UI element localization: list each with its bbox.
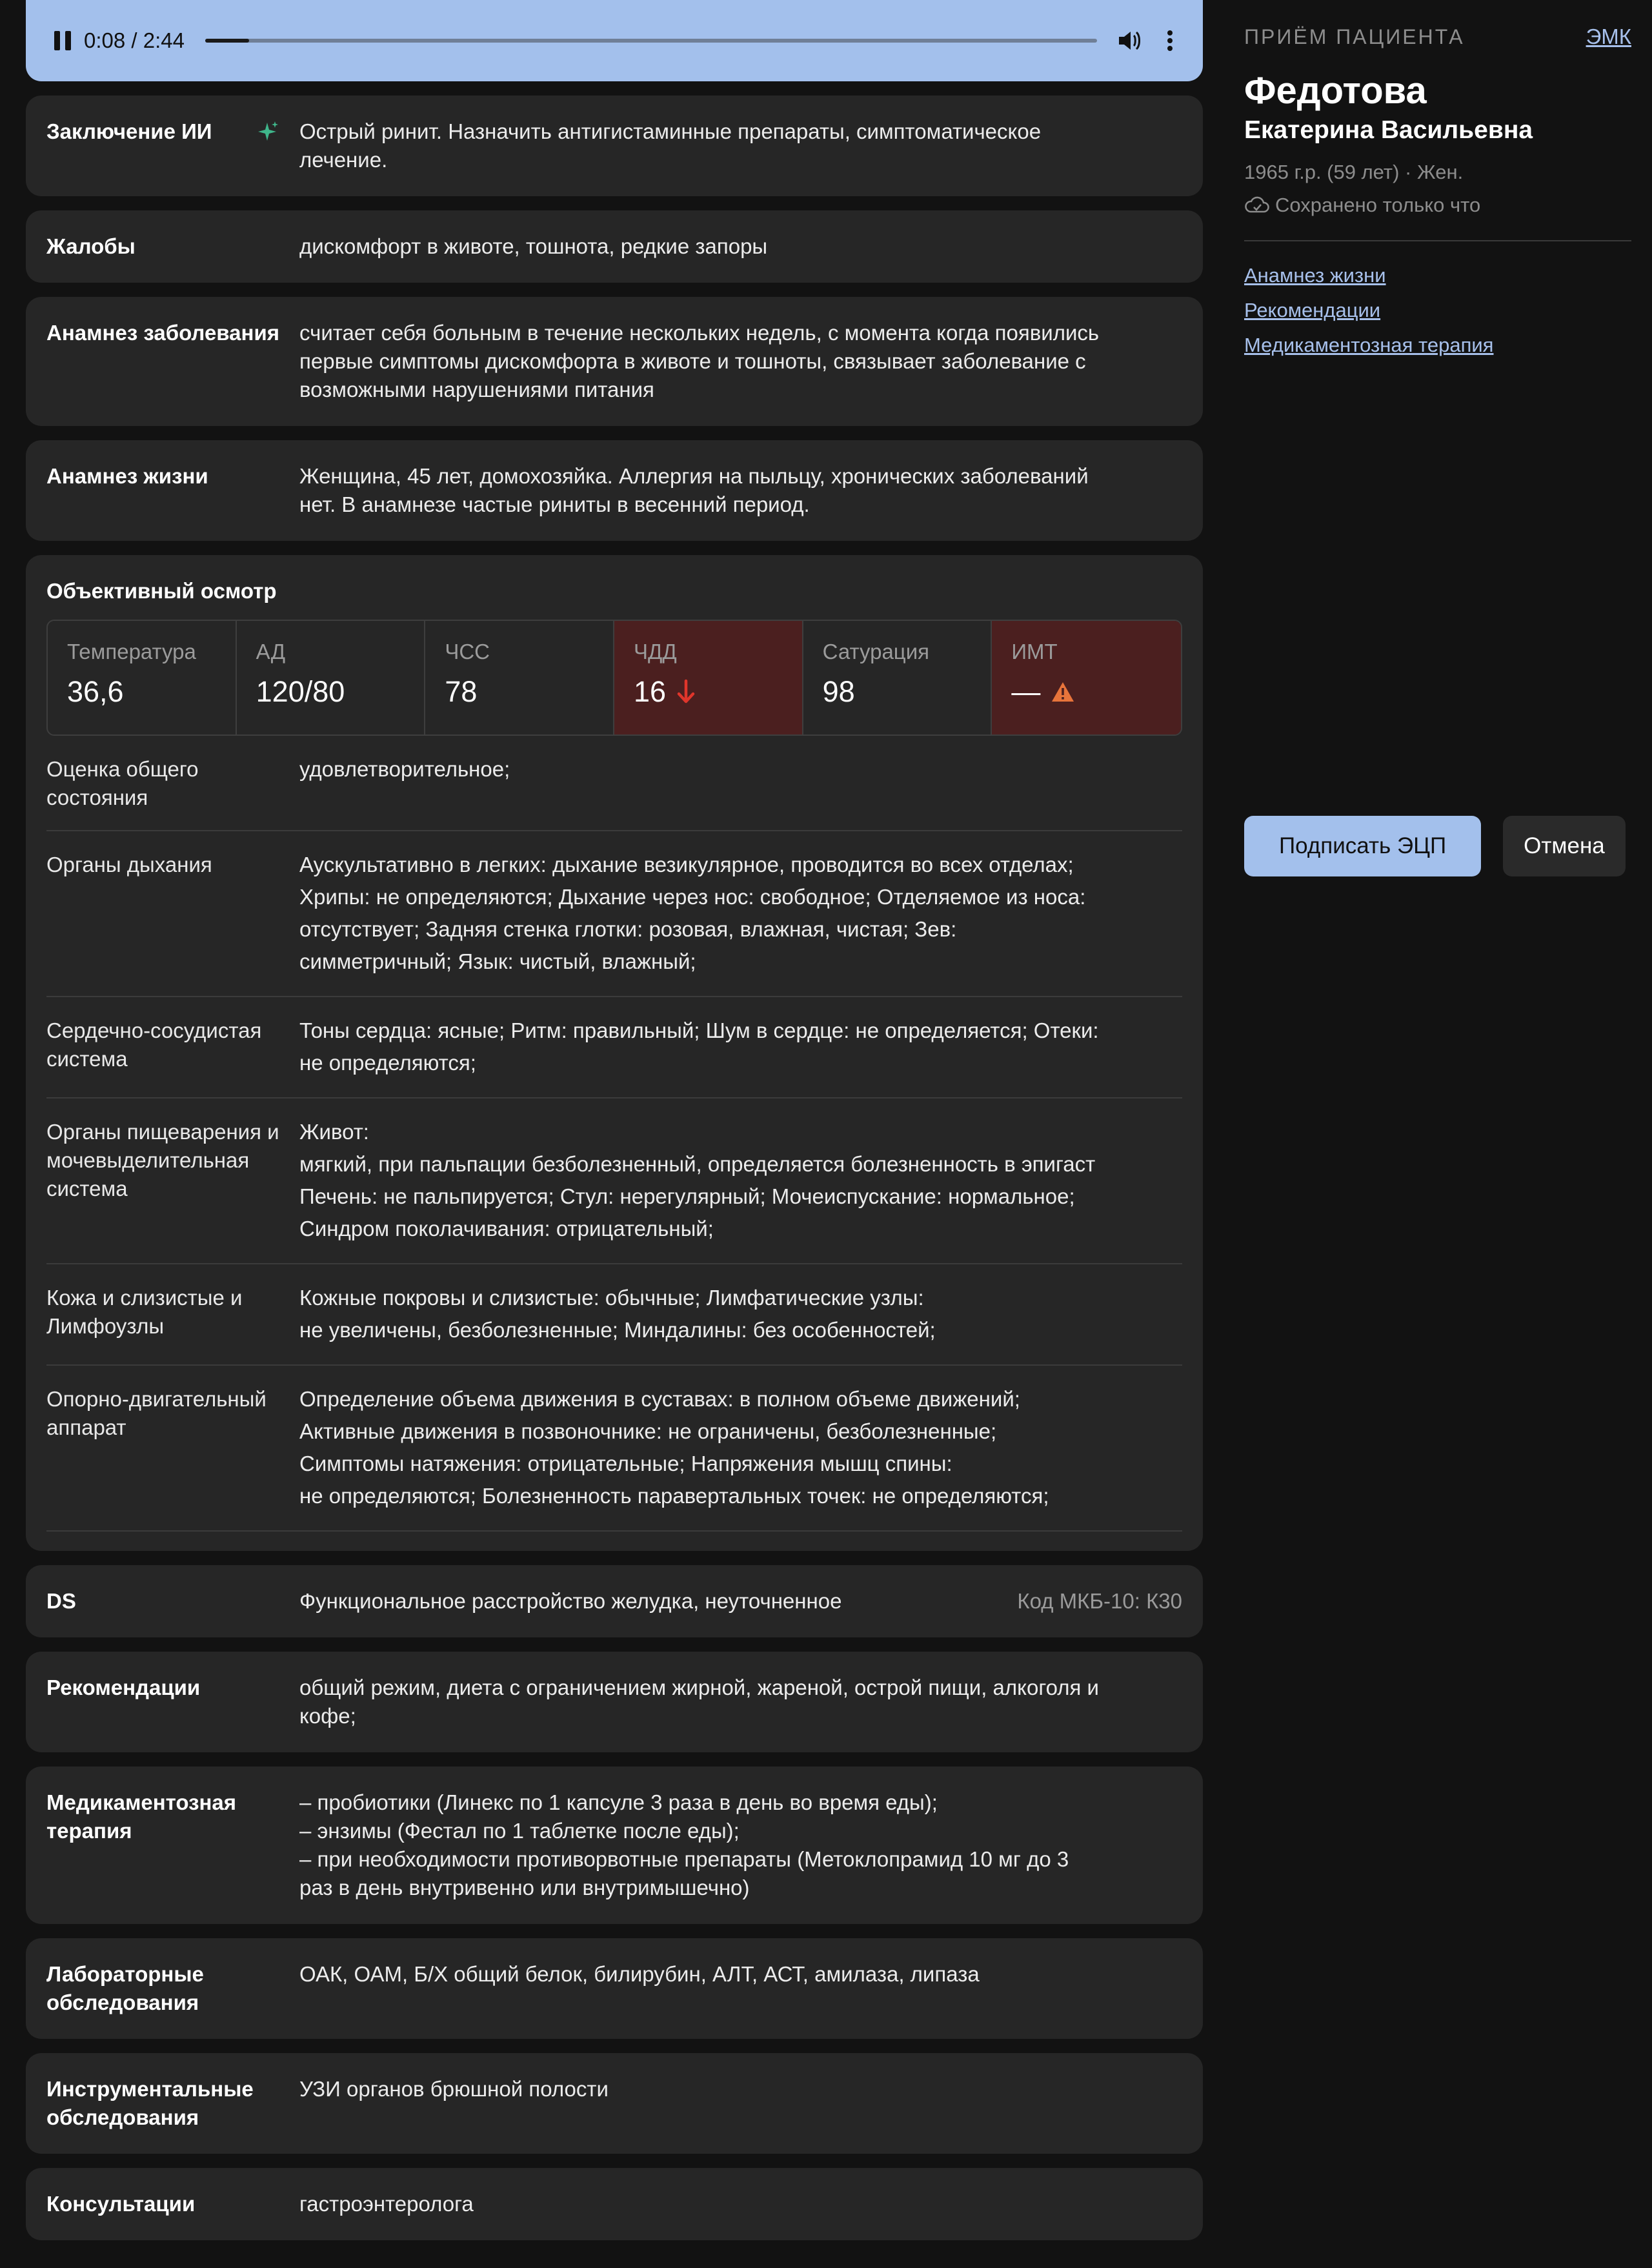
life-history-text[interactable]: Женщина, 45 лет, домохозяйка. Аллергия на пыльцу, хронических заболеваний нет. В анамнезе частые риниты в весенний период. <box>299 464 1089 516</box>
emk-link[interactable]: ЭМК <box>1586 25 1631 48</box>
vital-blood-pressure[interactable]: АД 120/80 <box>237 621 426 734</box>
warning-triangle-icon <box>1051 681 1075 703</box>
patient-given-names: Екатерина Васильевна <box>1244 116 1533 144</box>
diagnosis-card <box>26 1565 1203 1637</box>
recommendations-text[interactable]: общий режим, диета с ограничением жирной, жареной, острой пищи, алкоголя и кофе; <box>299 1676 1099 1728</box>
complaints-text[interactable]: дискомфорт в животе, тошнота, редкие запоры <box>299 234 768 258</box>
pause-icon[interactable] <box>54 31 71 50</box>
consultations-text[interactable]: гастроэнтеролога <box>299 2192 474 2216</box>
instrumental-tests-label: Инструментальные обследования <box>46 2077 254 2129</box>
exam-row-skin-lymph: Кожа и слизистые и Лимфоузлы Кожные покровы и слизистые: обычные; Лимфатические узлы: не увеличены, безболезненные; Миндалины: без особенностей; <box>46 1264 1182 1366</box>
arrow-down-icon <box>676 679 696 705</box>
objective-exam-title: Объективный осмотр <box>46 579 277 603</box>
cloud-icon <box>1244 196 1270 215</box>
disease-history-label: Анамнез заболевания <box>46 321 279 345</box>
ai-conclusion-text[interactable]: Острый ринит. Назначить антигистаминные препараты, симптоматическое лечение. <box>299 119 1042 172</box>
lab-tests-text[interactable]: ОАК, ОАМ, Б/Х общий белок, билирубин, АЛТ, АСТ, амилаза, липаза <box>299 1962 980 1986</box>
exam-row-digestive: Органы пищеварения и мочевыделительная система Живот: мягкий, при пальпации безболезненный, определяется болезненность в эпигаст Печень: не пальпируется; Стул: нерегулярный; Мочеиспускание: нормальное; Синдром поколачивания: отрицательный; <box>46 1099 1182 1264</box>
exam-row-musculoskeletal: Опорно-двигательный аппарат Определение объема движения в суставах: в полном объеме движений; Активные движения в позвоночнике: не ограничены, безболезненные; Симптомы натяжения: отрицательные; Напряжения мышц спины: не определяются; Болезненность паравертальных точек: не определяются; <box>46 1366 1182 1532</box>
recommendations-card <box>26 1652 1203 1752</box>
reception-label: ПРИЁМ ПАЦИЕНТА <box>1244 25 1465 48</box>
section-nav <box>1244 258 1631 363</box>
life-history-card <box>26 440 1203 541</box>
sparkle-icon <box>254 119 280 145</box>
vital-bmi[interactable]: ИМТ — <box>992 621 1181 734</box>
vital-heart-rate[interactable]: ЧСС 78 <box>425 621 614 734</box>
ai-conclusion-label: Заключение ИИ <box>46 119 212 143</box>
patient-surname: Федотова <box>1244 70 1427 112</box>
playback-progress-fill <box>205 39 249 43</box>
save-status-text: Сохранено только что <box>1275 194 1481 216</box>
diagnosis-text[interactable]: Функциональное расстройство желудка, неуточненное <box>299 1589 842 1613</box>
more-vertical-icon[interactable] <box>1160 28 1180 54</box>
ai-conclusion-card <box>26 96 1203 196</box>
exam-row-general-state: Оценка общего состояния удовлетворительное; <box>46 736 1182 831</box>
save-status <box>1244 194 1631 217</box>
instrumental-tests-card <box>26 2053 1203 2154</box>
complaints-label: Жалобы <box>46 234 136 258</box>
playback-time: 0:08 / 2:44 <box>84 28 185 52</box>
consultations-label: Консультации <box>46 2192 196 2216</box>
disease-history-text[interactable]: считает себя больным в течение нескольких недель, с момента когда появились первые симптомы дискомфорта в животе и тошноты, связывает заболевание с возможными нарушениями питания <box>299 321 1100 401</box>
cancel-button[interactable]: Отмена <box>1503 816 1626 876</box>
drug-therapy-card <box>26 1767 1203 1924</box>
action-buttons <box>1244 816 1626 876</box>
vitals-grid <box>46 620 1182 736</box>
complaints-card <box>26 210 1203 283</box>
nav-link-drug-therapy[interactable]: Медикаментозная терапия <box>1244 334 1494 356</box>
lab-tests-card <box>26 1938 1203 2039</box>
vital-respiratory-rate[interactable]: ЧДД 16 <box>614 621 803 734</box>
lab-tests-label: Лабораторные обследования <box>46 1962 204 2014</box>
nav-link-recommendations[interactable]: Рекомендации <box>1244 299 1381 321</box>
drug-therapy-text[interactable]: – пробиотики (Линекс по 1 капсуле 3 раза в день во время еды); – энзимы (Фестал по 1 таблетке после еды); – при необходимости противорвотные препараты (Метоклопрамид 10 мг до 3 раз в день внутривенно или внутримышечно) <box>299 1790 1069 1899</box>
sidebar-divider <box>1244 240 1631 241</box>
vital-temperature[interactable]: Температура 36,6 <box>48 621 237 734</box>
patient-meta: 1965 г.р. (59 лет) · Жен. <box>1244 161 1464 183</box>
playback-progress[interactable] <box>205 39 1097 43</box>
drug-therapy-label: Медикаментозная терапия <box>46 1790 237 1843</box>
instrumental-tests-text[interactable]: УЗИ органов брюшной полости <box>299 2077 609 2101</box>
recommendations-label: Рекомендации <box>46 1676 201 1699</box>
vital-saturation[interactable]: Сатурация 98 <box>803 621 992 734</box>
consultations-card <box>26 2168 1203 2240</box>
objective-exam-card <box>26 555 1203 1551</box>
exam-row-cardiovascular: Сердечно-сосудистая система Тоны сердца: ясные; Ритм: правильный; Шум в сердце: не определяется; Отеки: не определяются; <box>46 997 1182 1099</box>
patient-sidebar <box>1244 0 1631 858</box>
disease-history-card <box>26 297 1203 426</box>
audio-player <box>26 0 1203 81</box>
volume-icon[interactable] <box>1116 28 1142 54</box>
icd-code: Код МКБ-10: К30 <box>1017 1589 1182 1613</box>
protocol-column <box>26 0 1203 2240</box>
life-history-label: Анамнез жизни <box>46 464 208 488</box>
diagnosis-label: DS <box>46 1589 76 1613</box>
nav-link-life-history[interactable]: Анамнез жизни <box>1244 264 1386 287</box>
exam-row-respiratory: Органы дыхания Аускультативно в легких: дыхание везикулярное, проводится во всех отделах; Хрипы: не определяются; Дыхание через нос: свободное; Отделяемое из носа: отсутствует; Задняя стенка глотки: розовая, влажная, чистая; Зев: симметричный; Язык: чистый, влажный; <box>46 831 1182 997</box>
sign-eds-button[interactable]: Подписать ЭЦП <box>1244 816 1481 876</box>
